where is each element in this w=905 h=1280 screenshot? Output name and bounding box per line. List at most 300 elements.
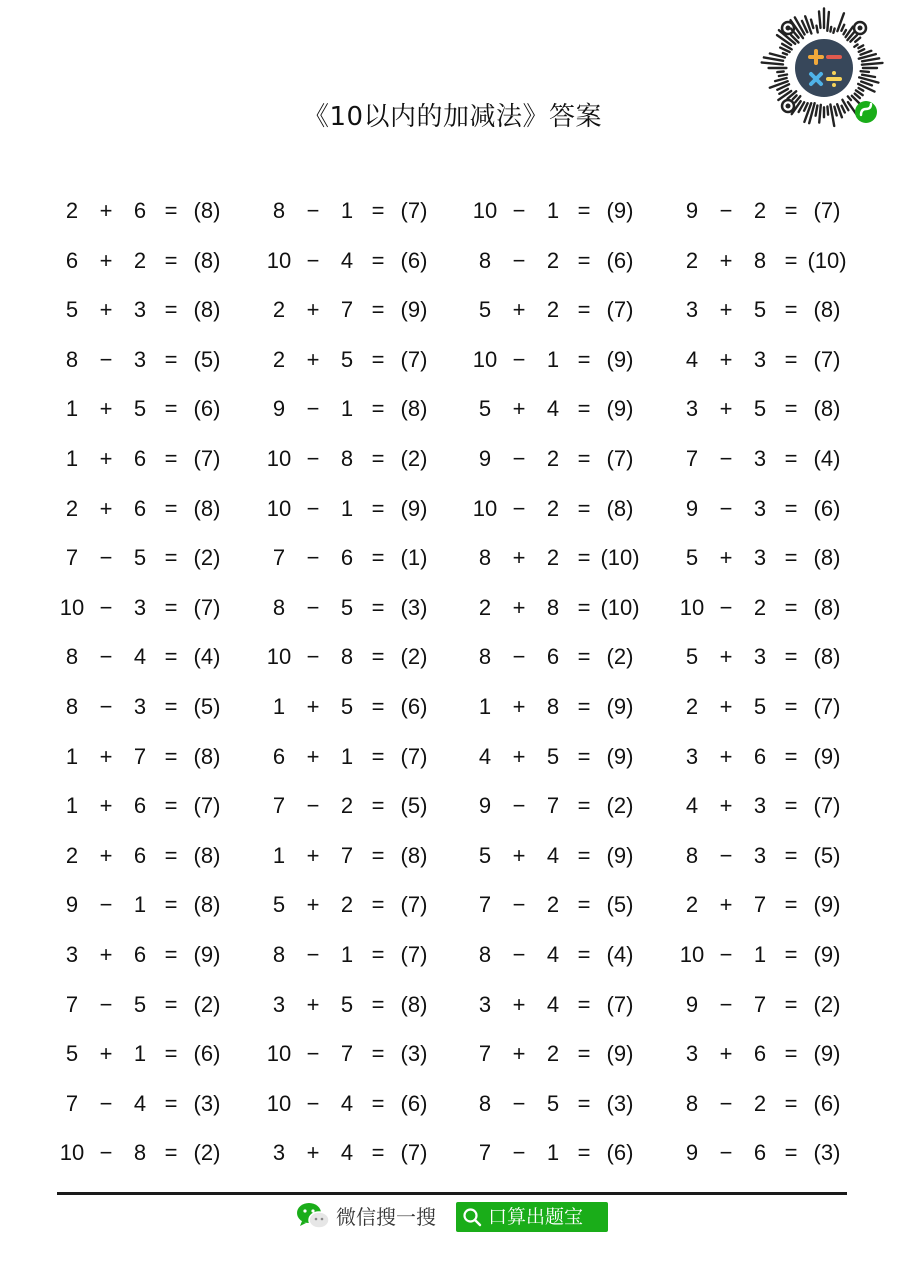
- answer: (9): [813, 1041, 841, 1067]
- problem-row: [0, 290, 905, 330]
- problem: [264, 737, 470, 777]
- operator: −: [306, 793, 320, 819]
- first-operand: 9: [272, 396, 286, 422]
- problem: [57, 687, 263, 727]
- problem: [57, 786, 263, 826]
- problem: [57, 1084, 263, 1124]
- second-operand: 6: [133, 942, 147, 967]
- first-operand: 4: [478, 743, 492, 769]
- answer: (9): [193, 942, 221, 967]
- answer: (9): [606, 842, 634, 868]
- answer: (3): [606, 1090, 634, 1116]
- problem: [57, 1133, 263, 1173]
- first-operand: 4: [685, 346, 699, 372]
- problem: [470, 489, 676, 529]
- answer: (7): [400, 1140, 428, 1166]
- equals-sign: =: [164, 1041, 178, 1067]
- equals-sign: =: [577, 1140, 591, 1166]
- operator: +: [306, 991, 320, 1017]
- second-operand: 5: [133, 991, 147, 1017]
- problem: [57, 439, 263, 479]
- operator: +: [512, 396, 526, 422]
- problem: [677, 885, 883, 925]
- second-operand: 6: [133, 446, 147, 471]
- problem: [264, 935, 470, 975]
- equals-sign: =: [784, 991, 798, 1017]
- operator: +: [99, 446, 113, 471]
- problem: [470, 439, 676, 479]
- second-operand: 4: [340, 1090, 354, 1116]
- operator: +: [306, 743, 320, 769]
- first-operand: 1: [65, 446, 79, 471]
- problem: [677, 737, 883, 777]
- first-operand: 5: [685, 644, 699, 670]
- operator: −: [512, 793, 526, 819]
- first-operand: 10: [266, 247, 292, 273]
- answer: (2): [193, 545, 221, 571]
- problem: [470, 737, 676, 777]
- operator: −: [99, 1090, 113, 1116]
- second-operand: 1: [753, 942, 767, 967]
- first-operand: 2: [65, 495, 79, 521]
- answer: (3): [400, 1041, 428, 1067]
- equals-sign: =: [577, 198, 591, 223]
- operator: −: [512, 942, 526, 967]
- operator: −: [306, 644, 320, 670]
- problem: [677, 786, 883, 826]
- first-operand: 8: [65, 694, 79, 719]
- answer: (3): [193, 1090, 221, 1116]
- equals-sign: =: [371, 743, 385, 769]
- equals-sign: =: [784, 346, 798, 372]
- equals-sign: =: [164, 644, 178, 670]
- second-operand: 4: [546, 396, 560, 422]
- equals-sign: =: [371, 495, 385, 521]
- operator: +: [719, 247, 733, 273]
- second-operand: 4: [546, 991, 560, 1017]
- second-operand: 3: [753, 545, 767, 571]
- equals-sign: =: [577, 446, 591, 471]
- problem: [264, 786, 470, 826]
- second-operand: 2: [753, 198, 767, 223]
- operator: −: [512, 644, 526, 670]
- first-operand: 1: [65, 396, 79, 422]
- second-operand: 1: [340, 495, 354, 521]
- first-operand: 8: [685, 1090, 699, 1116]
- equals-sign: =: [164, 1140, 178, 1166]
- second-operand: 5: [340, 594, 354, 620]
- answer: (10): [807, 247, 847, 273]
- answer: (4): [606, 942, 634, 967]
- answer: (5): [400, 793, 428, 819]
- problem-row: [0, 191, 905, 231]
- second-operand: 2: [546, 1041, 560, 1067]
- answer: (9): [606, 396, 634, 422]
- operator: −: [99, 346, 113, 372]
- second-operand: 4: [340, 247, 354, 273]
- problem: [470, 637, 676, 677]
- second-operand: 4: [133, 1090, 147, 1116]
- first-operand: 6: [272, 743, 286, 769]
- first-operand: 3: [65, 942, 79, 967]
- answer: (8): [193, 842, 221, 868]
- equals-sign: =: [784, 842, 798, 868]
- equals-sign: =: [577, 892, 591, 918]
- wechat-search-label: 微信搜一搜: [336, 1205, 436, 1229]
- answer: (7): [813, 694, 841, 719]
- equals-sign: =: [164, 346, 178, 372]
- equals-sign: =: [577, 743, 591, 769]
- first-operand: 9: [478, 446, 492, 471]
- wechat-icon: [296, 1202, 330, 1230]
- equals-sign: =: [784, 594, 798, 620]
- problem-row: [0, 885, 905, 925]
- problem: [264, 340, 470, 380]
- first-operand: 5: [65, 1041, 79, 1067]
- problem: [264, 1133, 470, 1173]
- problem-row: [0, 836, 905, 876]
- equals-sign: =: [577, 1090, 591, 1116]
- second-operand: 2: [133, 247, 147, 273]
- first-operand: 10: [472, 198, 498, 223]
- answer: (2): [400, 644, 428, 670]
- problem-row: [0, 1034, 905, 1074]
- first-operand: 1: [65, 743, 79, 769]
- equals-sign: =: [371, 991, 385, 1017]
- equals-sign: =: [164, 793, 178, 819]
- first-operand: 7: [65, 1090, 79, 1116]
- equals-sign: =: [164, 942, 178, 967]
- operator: −: [512, 1090, 526, 1116]
- first-operand: 7: [272, 793, 286, 819]
- problem: [677, 241, 883, 281]
- second-operand: 2: [546, 495, 560, 521]
- problem: [677, 1133, 883, 1173]
- first-operand: 7: [478, 1041, 492, 1067]
- problem: [677, 290, 883, 330]
- problem: [470, 985, 676, 1025]
- operator: +: [512, 842, 526, 868]
- first-operand: 10: [266, 644, 292, 670]
- operator: +: [719, 297, 733, 323]
- operator: +: [719, 644, 733, 670]
- first-operand: 3: [272, 1140, 286, 1166]
- problem: [57, 389, 263, 429]
- equals-sign: =: [784, 892, 798, 918]
- operator: −: [306, 198, 320, 223]
- operator: −: [512, 247, 526, 273]
- second-operand: 6: [133, 842, 147, 868]
- second-operand: 1: [546, 346, 560, 372]
- operator: −: [306, 545, 320, 571]
- operator: +: [719, 694, 733, 719]
- second-operand: 6: [753, 1140, 767, 1166]
- answer: (8): [193, 743, 221, 769]
- second-operand: 8: [340, 446, 354, 471]
- equals-sign: =: [577, 842, 591, 868]
- operator: +: [99, 1041, 113, 1067]
- equals-sign: =: [784, 793, 798, 819]
- operator: −: [99, 694, 113, 719]
- problem: [470, 389, 676, 429]
- first-operand: 3: [478, 991, 492, 1017]
- answer: (2): [606, 793, 634, 819]
- first-operand: 9: [685, 495, 699, 521]
- operator: −: [512, 495, 526, 521]
- first-operand: 5: [478, 297, 492, 323]
- equals-sign: =: [577, 1041, 591, 1067]
- problem: [57, 1034, 263, 1074]
- answer: (6): [400, 1090, 428, 1116]
- problem-row: [0, 538, 905, 578]
- second-operand: 3: [133, 594, 147, 620]
- second-operand: 5: [546, 743, 560, 769]
- problem: [57, 191, 263, 231]
- answer: (10): [600, 545, 640, 571]
- problem: [57, 885, 263, 925]
- second-operand: 2: [546, 892, 560, 918]
- first-operand: 3: [685, 1041, 699, 1067]
- operator: −: [512, 198, 526, 223]
- operator: −: [99, 892, 113, 918]
- equals-sign: =: [371, 396, 385, 422]
- search-box[interactable]: [456, 1202, 608, 1232]
- operator: +: [99, 743, 113, 769]
- second-operand: 5: [753, 694, 767, 719]
- equals-sign: =: [784, 1140, 798, 1166]
- first-operand: 8: [272, 198, 286, 223]
- equals-sign: =: [371, 247, 385, 273]
- equals-sign: =: [164, 495, 178, 521]
- problem: [677, 935, 883, 975]
- problem: [57, 637, 263, 677]
- second-operand: 8: [133, 1140, 147, 1166]
- second-operand: 3: [133, 297, 147, 323]
- problem: [264, 687, 470, 727]
- first-operand: 10: [679, 594, 705, 620]
- operator: −: [719, 991, 733, 1017]
- problem: [677, 985, 883, 1025]
- equals-sign: =: [371, 842, 385, 868]
- problem: [57, 836, 263, 876]
- problem: [57, 588, 263, 628]
- operator: +: [306, 694, 320, 719]
- equals-sign: =: [371, 594, 385, 620]
- second-operand: 2: [546, 446, 560, 471]
- operator: +: [719, 346, 733, 372]
- second-operand: 5: [340, 346, 354, 372]
- first-operand: 8: [478, 545, 492, 571]
- second-operand: 1: [340, 743, 354, 769]
- answer: (8): [813, 297, 841, 323]
- second-operand: 4: [340, 1140, 354, 1166]
- first-operand: 10: [266, 1041, 292, 1067]
- equals-sign: =: [371, 793, 385, 819]
- first-operand: 10: [472, 495, 498, 521]
- answer: (6): [193, 396, 221, 422]
- equals-sign: =: [784, 644, 798, 670]
- operator: −: [99, 545, 113, 571]
- operator: +: [719, 396, 733, 422]
- equals-sign: =: [371, 545, 385, 571]
- equals-sign: =: [577, 495, 591, 521]
- answer: (9): [606, 346, 634, 372]
- second-operand: 2: [546, 247, 560, 273]
- answer: (7): [193, 793, 221, 819]
- second-operand: 4: [133, 644, 147, 670]
- second-operand: 5: [753, 396, 767, 422]
- second-operand: 8: [753, 247, 767, 273]
- operator: +: [719, 545, 733, 571]
- problem-row: [0, 1133, 905, 1173]
- operator: +: [306, 1140, 320, 1166]
- answer: (8): [813, 396, 841, 422]
- answer: (2): [813, 991, 841, 1017]
- answer: (9): [606, 198, 634, 223]
- problem: [57, 737, 263, 777]
- equals-sign: =: [164, 446, 178, 471]
- answer: (7): [813, 346, 841, 372]
- problem: [677, 489, 883, 529]
- first-operand: 2: [272, 297, 286, 323]
- equals-sign: =: [784, 1041, 798, 1067]
- first-operand: 2: [478, 594, 492, 620]
- answer: (5): [193, 346, 221, 372]
- answer: (9): [813, 743, 841, 769]
- operator: +: [719, 743, 733, 769]
- problem: [264, 489, 470, 529]
- operator: +: [719, 892, 733, 918]
- problem: [677, 836, 883, 876]
- search-icon: [462, 1207, 482, 1227]
- problem-row: [0, 786, 905, 826]
- equals-sign: =: [371, 942, 385, 967]
- second-operand: 8: [546, 694, 560, 719]
- answer: (9): [813, 942, 841, 967]
- equals-sign: =: [784, 743, 798, 769]
- first-operand: 5: [65, 297, 79, 323]
- first-operand: 9: [685, 198, 699, 223]
- first-operand: 2: [65, 842, 79, 868]
- first-operand: 7: [65, 991, 79, 1017]
- answer: (9): [813, 892, 841, 918]
- problem: [677, 1034, 883, 1074]
- second-operand: 2: [340, 892, 354, 918]
- equals-sign: =: [784, 1090, 798, 1116]
- second-operand: 3: [133, 346, 147, 372]
- equals-sign: =: [371, 297, 385, 323]
- operator: −: [719, 594, 733, 620]
- equals-sign: =: [371, 1140, 385, 1166]
- answer: (9): [606, 694, 634, 719]
- second-operand: 6: [133, 793, 147, 819]
- operator: −: [99, 1140, 113, 1166]
- first-operand: 3: [685, 743, 699, 769]
- second-operand: 1: [546, 198, 560, 223]
- problem: [470, 687, 676, 727]
- second-operand: 6: [753, 1041, 767, 1067]
- operator: +: [306, 346, 320, 372]
- first-operand: 6: [65, 247, 79, 273]
- second-operand: 1: [340, 396, 354, 422]
- second-operand: 4: [546, 942, 560, 967]
- first-operand: 2: [685, 892, 699, 918]
- operator: +: [719, 793, 733, 819]
- answer: (6): [193, 1041, 221, 1067]
- equals-sign: =: [164, 991, 178, 1017]
- second-operand: 1: [133, 1041, 147, 1067]
- equals-sign: =: [371, 198, 385, 223]
- operator: −: [719, 198, 733, 223]
- first-operand: 1: [272, 694, 286, 719]
- equals-sign: =: [784, 198, 798, 223]
- equals-sign: =: [784, 545, 798, 571]
- problem-row: [0, 489, 905, 529]
- second-operand: 2: [340, 793, 354, 819]
- second-operand: 5: [753, 297, 767, 323]
- problem: [264, 389, 470, 429]
- operator: −: [306, 247, 320, 273]
- operator: +: [99, 297, 113, 323]
- answer: (4): [193, 644, 221, 670]
- equals-sign: =: [577, 297, 591, 323]
- problem: [677, 538, 883, 578]
- equals-sign: =: [371, 1041, 385, 1067]
- problem: [264, 191, 470, 231]
- problem: [264, 588, 470, 628]
- problem: [57, 935, 263, 975]
- answer: (7): [606, 991, 634, 1017]
- operator: −: [306, 1090, 320, 1116]
- second-operand: 5: [133, 545, 147, 571]
- second-operand: 5: [340, 694, 354, 719]
- equals-sign: =: [784, 396, 798, 422]
- problem: [677, 389, 883, 429]
- first-operand: 9: [65, 892, 79, 918]
- second-operand: 1: [340, 198, 354, 223]
- operator: −: [512, 892, 526, 918]
- answer: (7): [400, 942, 428, 967]
- answer: (1): [400, 545, 428, 571]
- equals-sign: =: [371, 1090, 385, 1116]
- first-operand: 1: [478, 694, 492, 719]
- problem: [57, 538, 263, 578]
- operator: −: [719, 842, 733, 868]
- problem: [57, 241, 263, 281]
- operator: −: [306, 495, 320, 521]
- problem-row: [0, 389, 905, 429]
- problem: [264, 241, 470, 281]
- first-operand: 1: [65, 793, 79, 819]
- first-operand: 5: [272, 892, 286, 918]
- problem-row: [0, 687, 905, 727]
- equals-sign: =: [371, 346, 385, 372]
- problem-row: [0, 439, 905, 479]
- answer: (5): [813, 842, 841, 868]
- answer: (7): [606, 446, 634, 471]
- first-operand: 8: [478, 644, 492, 670]
- answer: (8): [606, 495, 634, 521]
- operator: −: [512, 346, 526, 372]
- answer: (6): [400, 247, 428, 273]
- second-operand: 5: [546, 1090, 560, 1116]
- operator: −: [512, 446, 526, 471]
- second-operand: 7: [546, 793, 560, 819]
- equals-sign: =: [164, 1090, 178, 1116]
- first-operand: 7: [65, 545, 79, 571]
- problem: [470, 1034, 676, 1074]
- search-box-label: 口算出题宝: [488, 1206, 584, 1228]
